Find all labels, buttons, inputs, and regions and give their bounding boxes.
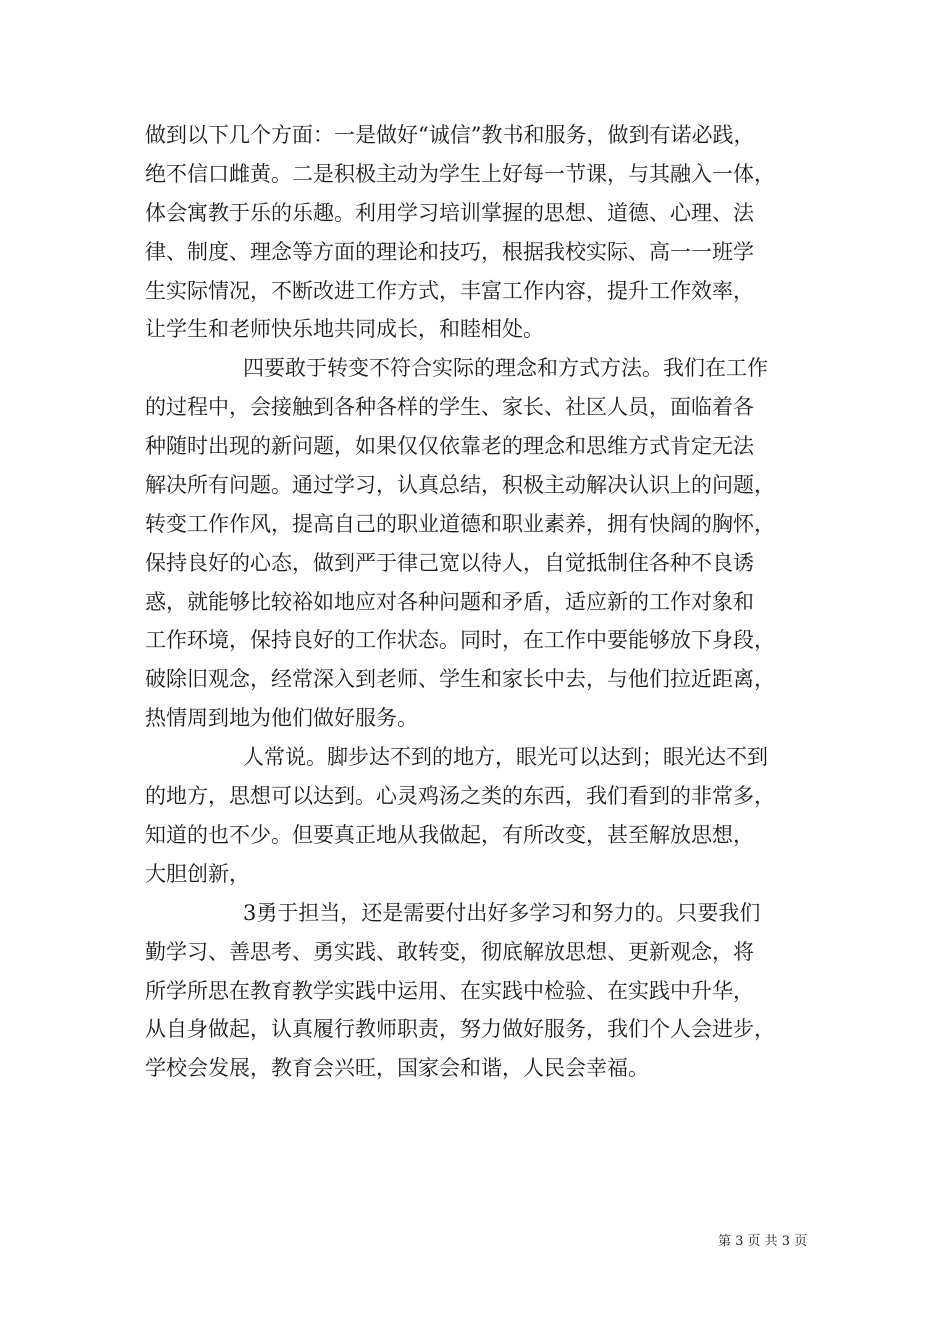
text-line: 种随时出现的新问题，如果仅仅依靠老的理念和思维方式肯定无法 xyxy=(145,434,754,458)
text-line: 所学所思在教育教学实践中运用、在实践中检验、在实践中升华， xyxy=(145,979,754,1003)
text-line: 的过程中，会接触到各种各样的学生、家长、社区人员，面临着各 xyxy=(145,395,754,419)
paragraph-first-line: 四要敢于转变不符合实际的理念和方式方法。我们在工作 xyxy=(243,356,768,380)
paragraph-first-line: 3勇于担当，还是需要付出好多学习和努力的。只要我们 xyxy=(243,901,761,925)
text-line: 解决所有问题。通过学习，认真总结，积极主动解决认识上的问题， xyxy=(145,473,775,497)
text-line: 做到以下几个方面：一是做好“诚信”教书和服务，做到有诺必践， xyxy=(145,123,755,147)
text-line: 绝不信口雌黄。二是积极主动为学生上好每一节课，与其融入一体， xyxy=(145,162,775,186)
text-line: 的地方，思想可以达到。心灵鸡汤之类的东西，我们看到的非常多， xyxy=(145,784,775,808)
text-line: 热情周到地为他们做好服务。 xyxy=(145,706,418,730)
text-line: 工作环境，保持良好的工作状态。同时，在工作中要能够放下身段， xyxy=(145,628,775,652)
text-line: 体会寓教于乐的乐趣。利用学习培训掌握的思想、道德、心理、法 xyxy=(145,201,754,225)
text-line: 从自身做起，认真履行教师职责，努力做好服务，我们个人会进步， xyxy=(145,1017,775,1041)
text-line: 知道的也不少。但要真正地从我做起，有所改变，甚至解放思想， xyxy=(145,823,754,847)
text-line: 大胆创新， xyxy=(145,862,250,886)
text-line: 保持良好的心态，做到严于律己宽以待人，自觉抵制住各种不良诱 xyxy=(145,551,754,575)
text-line: 学校会发展，教育会兴旺，国家会和谐，人民会幸福。 xyxy=(145,1056,649,1080)
text-line: 律、制度、理念等方面的理论和技巧，根据我校实际、高一一班学 xyxy=(145,240,754,264)
text-line: 破除旧观念，经常深入到老师、学生和家长中去，与他们拉近距离， xyxy=(145,667,775,691)
page-number-footer: 第 3 页 共 3 页 xyxy=(718,1234,808,1249)
text-line: 生实际情况，不断改进工作方式，丰富工作内容，提升工作效率， xyxy=(145,279,754,303)
text-line: 让学生和老师快乐地共同成长，和睦相处。 xyxy=(145,317,544,341)
text-line: 惑，就能够比较裕如地应对各种问题和矛盾，适应新的工作对象和 xyxy=(145,590,754,614)
text-line: 转变工作作风，提高自己的职业道德和职业素养，拥有快阔的胸怀， xyxy=(145,512,775,536)
text-line: 勤学习、善思考、勇实践、敢转变，彻底解放思想、更新观念，将 xyxy=(145,940,754,964)
paragraph-first-line: 人常说。脚步达不到的地方，眼光可以达到；眼光达不到 xyxy=(243,745,768,769)
